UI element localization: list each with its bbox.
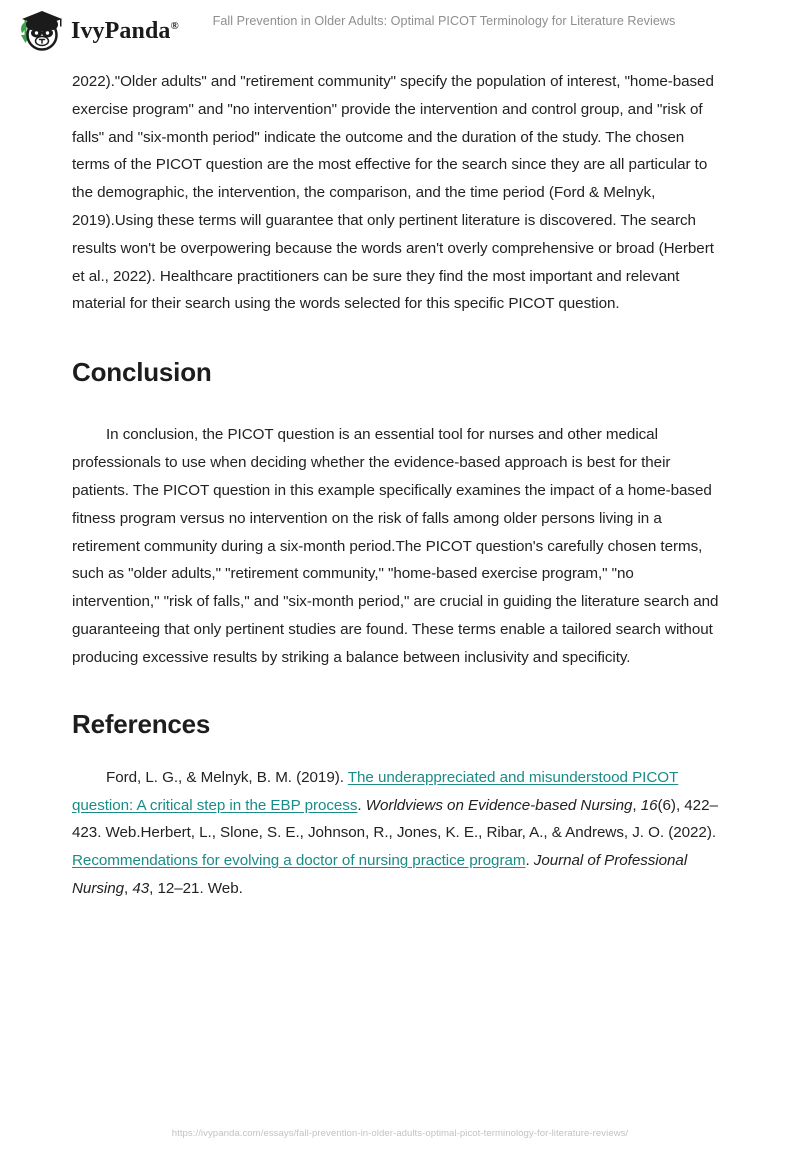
reference-entry-2-volume: 43: [132, 879, 150, 897]
heading-conclusion: Conclusion: [72, 357, 212, 388]
reference-entry-1-volume: 16: [640, 796, 658, 814]
registered-trademark-mark: ®: [170, 20, 179, 32]
reference-entry-1-punctuation: .: [357, 796, 366, 814]
reference-entry-1-authors: Ford, L. G., & Melnyk, B. M. (2019).: [106, 768, 348, 786]
paragraph-continued: 2022)."Older adults" and "retirement community" specify the population of interest, "home-based exercise program" and "no intervention" provide the intervention and control group, and "risk of falls" and "six-month period" indicate the outcome and the duration of the study. The chosen terms of the PICOT question are the most effective for the search since they are all particular to the demographic, the intervention, the comparison, and the time period (Ford & Melnyk, 2019).Using these terms will guarantee that only pertinent literature is discovered. The search results won't be overpowering because the words aren't overly comprehensive or broad (Herbert et al., 2022). Healthcare practitioners can be sure they find the most important and relevant material for their search using the words selected for this specific PICOT question.: [72, 73, 714, 313]
reference-list: [72, 764, 724, 903]
reference-entry-1-title-link[interactable]: The underappreciated and misunderstood PICOT question: A critical step in the EBP process: [72, 768, 679, 814]
reference-entry-2-authors: Herbert, L., Slone, S. E., Johnson, R., Jones, K. E., Ribar, A., & Andrews, J. O. (2022).: [140, 824, 716, 842]
spacer: [72, 672, 724, 709]
heading-references: References: [72, 708, 211, 739]
reference-entry-2-journal: Journal of Professional Nursing: [72, 852, 688, 897]
page-title: Fall Prevention in Older Adults: Optimal PICOT Terminology for Literature Reviews: [212, 14, 676, 28]
reference-entry-2-separator: ,: [123, 879, 133, 897]
reference-entry-2-title-link[interactable]: Recommendations for evolving a doctor of nursing practice program: [72, 852, 526, 870]
reference-entry-1-pages: (6), 422–423. Web.: [72, 796, 718, 842]
spacer: [72, 318, 724, 357]
reference-entry-1-separator: ,: [632, 796, 641, 814]
brand-name-text: IvyPanda: [71, 18, 171, 44]
spacer: [72, 740, 724, 764]
page-header: [0, 0, 800, 62]
footer-source-url[interactable]: https://ivypanda.com/essays/fall-prevention-in-older-adults-optimal-picot-terminology-for-literature-reviews/: [171, 1128, 629, 1139]
reference-entry-2-pages: , 12–21. Web.: [149, 879, 243, 897]
spacer: [72, 388, 724, 421]
reference-entry-2-punctuation: .: [525, 852, 534, 870]
paragraph-conclusion: In conclusion, the PICOT question is an essential tool for nurses and other medical professionals to use when deciding whether the evidence-based approach is best for their patients. The PICOT question in this example specifically examines the impact of a home-based fitness program versus no intervention on the risk of falls among older persons living in a retirement community during a six-month period.The PICOT question's carefully chosen terms, such as "older adults," "retirement community," "home-based exercise program," "no intervention," "risk of falls," and "six-month period," are crucial in guiding the literature search and guaranteeing that only pertinent studies are found. These terms enable a tailored search without producing excessive results by striking a balance between inclusivity and specificity.: [72, 426, 719, 666]
reference-entry-1-journal: Worldviews on Evidence-based Nursing: [365, 796, 633, 814]
document-content: [72, 68, 724, 903]
